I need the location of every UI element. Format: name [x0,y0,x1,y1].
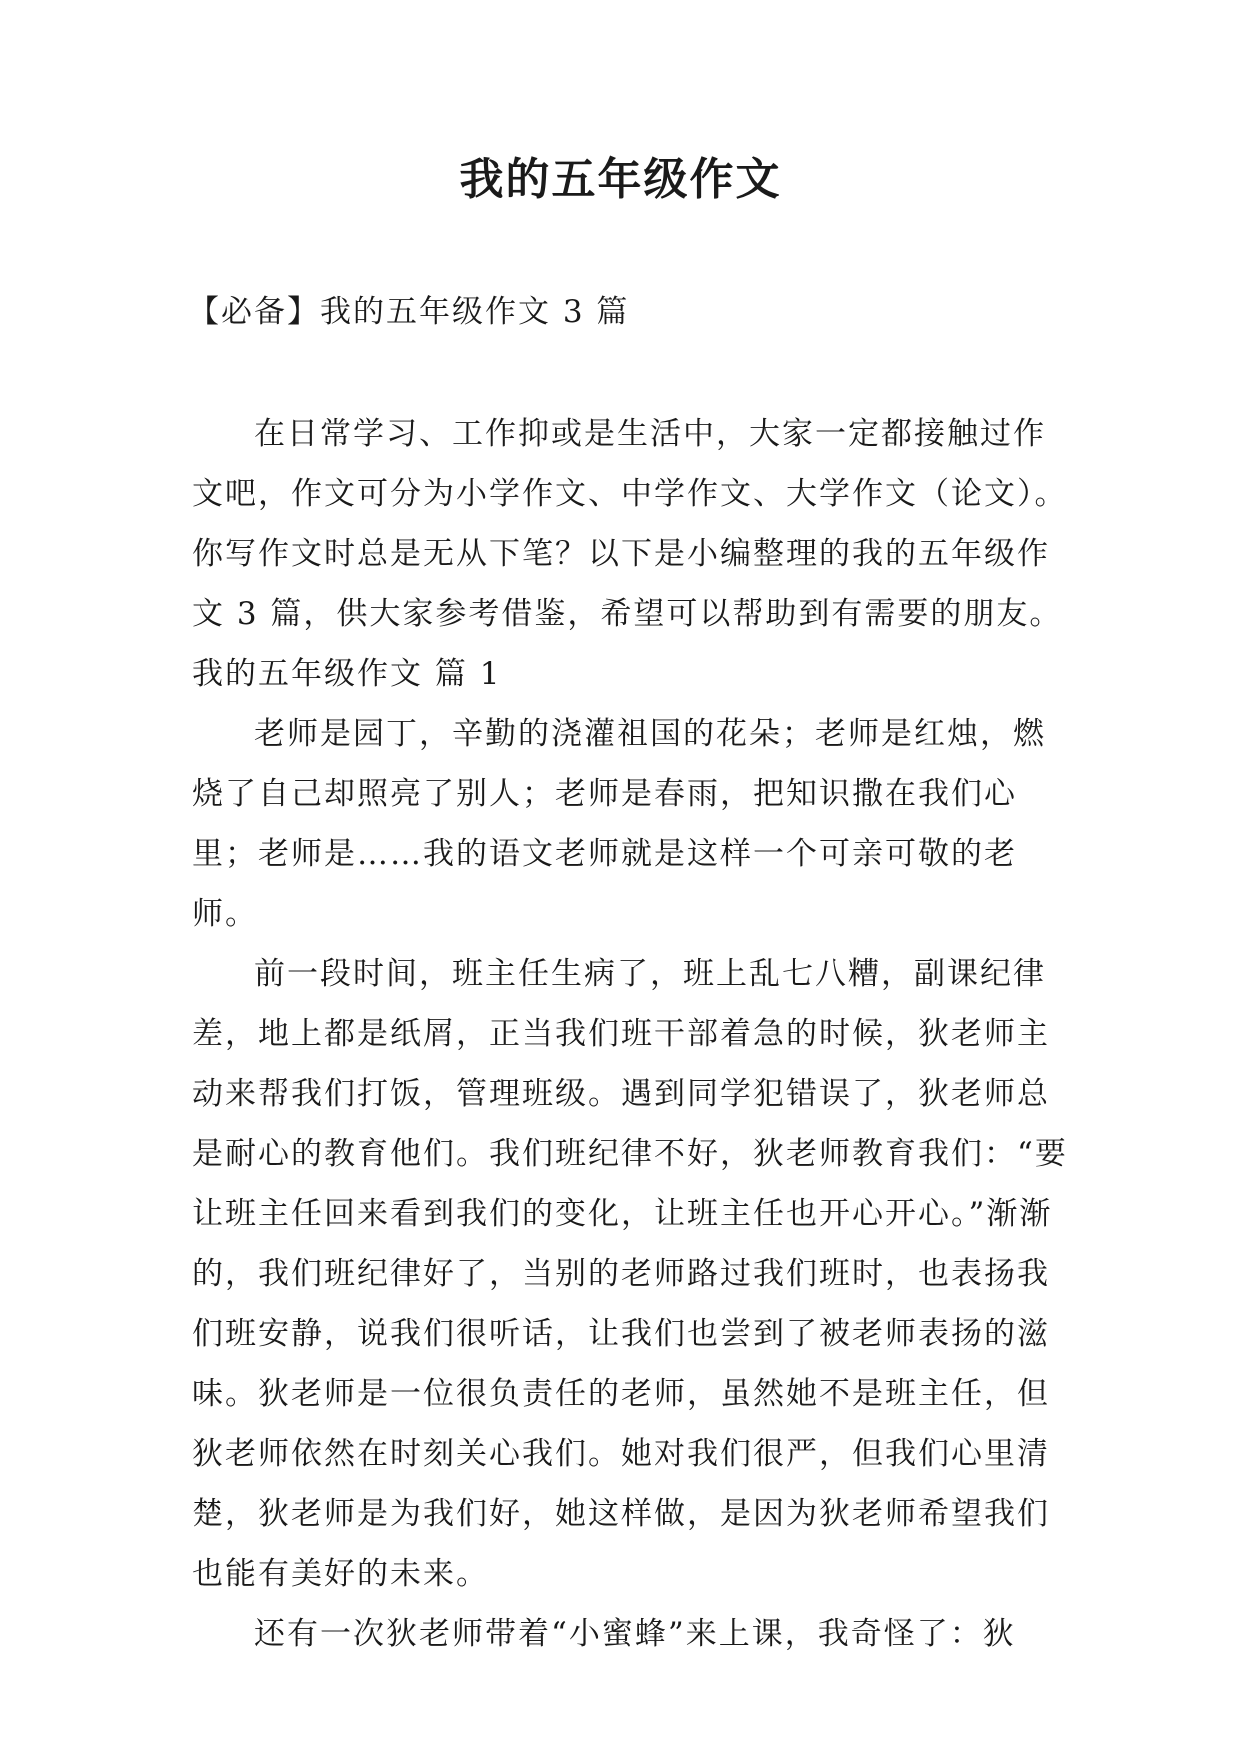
document-body [192,404,1072,1664]
intro-paragraph: 在日常学习、工作抑或是生活中，大家一定都接触过作文吧，作文可分为小学作文、中学作文、大学作文（论文）。你写作文时总是无从下笔？以下是小编整理的我的五年级作文 3 篇，供大家参考借鉴，希望可以帮助到有需要的朋友。 [192,416,1068,632]
page-title: 我的五年级作文 [459,154,782,205]
document-subtitle: 【必备】我的五年级作文 3 篇 [188,294,630,330]
body-paragraph: 老师是园丁，辛勤的浇灌祖国的花朵；老师是红烛，燃烧了自己却照亮了别人；老师是春雨，把知识撒在我们心里；老师是……我的语文老师就是这样一个可亲可敬的老师。 [192,716,1046,932]
section-heading: 我的五年级作文 篇 1 [192,656,502,692]
body-paragraph: 前一段时间，班主任生病了，班上乱七八糟，副课纪律差，地上都是纸屑，正当我们班干部着急的时候，狄老师主动来帮我们打饭，管理班级。遇到同学犯错误了，狄老师总是耐心的教育他们。我们班纪律不好，狄老师教育我们：“要让班主任回来看到我们的变化，让班主任也开心开心。”渐渐的，我们班纪律好了，当别的老师路过我们班时，也表扬我们班安静，说我们很听话，让我们也尝到了被老师表扬的滋味。狄老师是一位很负责任的老师，虽然她不是班主任，但狄老师依然在时刻关心我们。她对我们很严，但我们心里清楚，狄老师是为我们好，她这样做，是因为狄老师希望我们也能有美好的未来。 [192,956,1068,1592]
body-paragraph: 还有一次狄老师带着“小蜜蜂”来上课，我奇怪了：狄 [254,1616,1016,1652]
